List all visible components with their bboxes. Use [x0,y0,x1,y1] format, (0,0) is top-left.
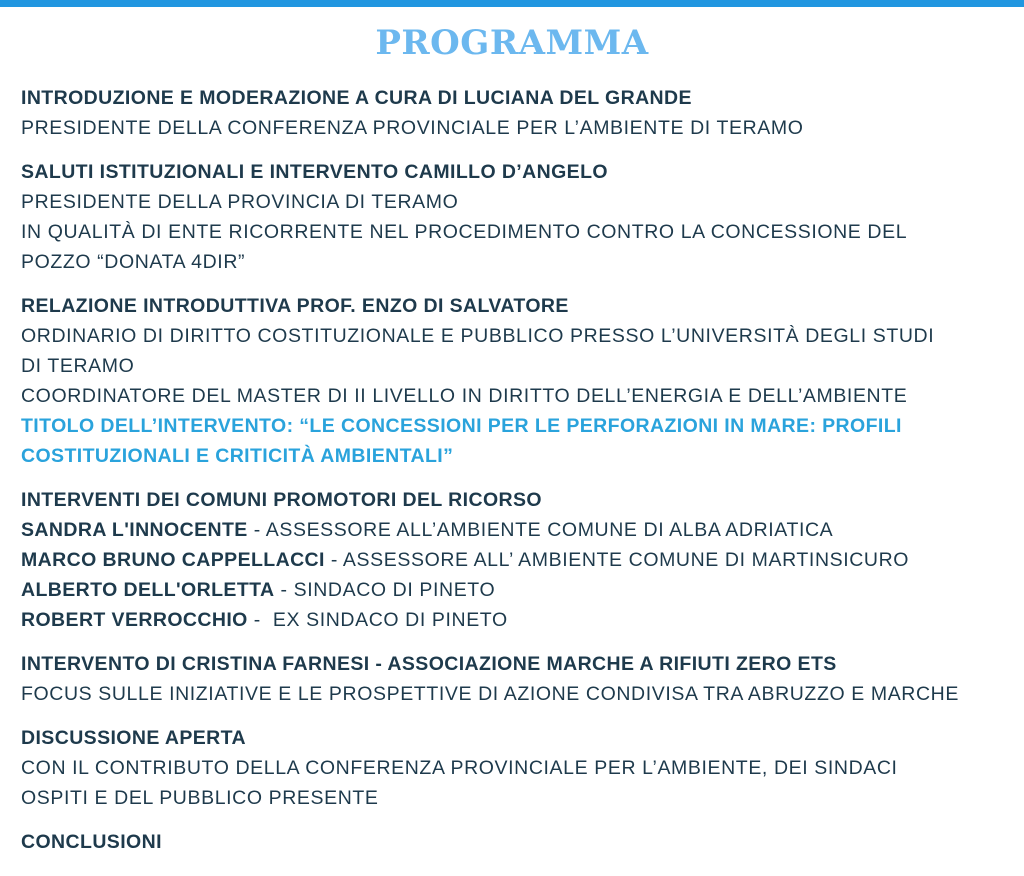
section-municipal-interventions [21,485,1011,635]
section-introduction [21,83,1011,143]
speaker-row [21,545,1011,575]
section-line: FOCUS SULLE INIZIATIVE E LE PROSPETTIVE DI AZIONE CONDIVISA TRA ABRUZZO E MARCHE [21,683,959,705]
section-line: OSPITI E DEL PUBBLICO PRESENTE [21,787,379,809]
section-line: PRESIDENTE DELLA CONFERENZA PROVINCIALE PER L’AMBIENTE DI TERAMO [21,117,804,139]
section-line: POZZO “DONATA 4DIR” [21,251,246,273]
section-introductory-report [21,291,1011,471]
section-farnesi-intervention [21,649,1011,709]
speaker-name: ROBERT VERROCCHIO [21,609,248,631]
talk-title-line: TITOLO DELL’INTERVENTO: “LE CONCESSIONI PER LE PERFORAZIONI IN MARE: PROFILI [21,415,902,437]
section-conclusions [21,827,1011,857]
program-content [21,83,1011,871]
page-title: PROGRAMMA [375,23,649,63]
section-institutional-greetings [21,157,1011,277]
section-heading: INTERVENTI DEI COMUNI PROMOTORI DEL RICORSO [21,489,542,511]
speaker-role: - EX SINDACO DI PINETO [247,609,508,631]
speaker-row [21,515,1011,545]
section-line: CON IL CONTRIBUTO DELLA CONFERENZA PROVINCIALE PER L’AMBIENTE, DEI SINDACI [21,757,898,779]
section-heading: INTERVENTO DI CRISTINA FARNESI - ASSOCIAZIONE MARCHE A RIFIUTI ZERO ETS [21,653,837,675]
speaker-role: - SINDACO DI PINETO [274,579,496,601]
section-line: ORDINARIO DI DIRITTO COSTITUZIONALE E PUBBLICO PRESSO L’UNIVERSITÀ DEGLI STUDI [21,325,935,347]
section-line: PRESIDENTE DELLA PROVINCIA DI TERAMO [21,191,459,213]
speaker-name: SANDRA L'INNOCENTE [21,519,248,541]
top-accent-bar [0,0,1024,7]
speaker-name: MARCO BRUNO CAPPELLACCI [21,549,325,571]
section-line: COORDINATORE DEL MASTER DI II LIVELLO IN DIRITTO DELL’ENERGIA E DELL’AMBIENTE [21,385,908,407]
section-heading: SALUTI ISTITUZIONALI E INTERVENTO CAMILLO D’ANGELO [21,161,608,183]
speaker-name: ALBERTO DELL'ORLETTA [21,579,275,601]
section-heading: RELAZIONE INTRODUTTIVA PROF. ENZO DI SALVATORE [21,295,569,317]
speaker-row [21,575,1011,605]
speaker-row [21,605,1011,635]
speaker-role: - ASSESSORE ALL’AMBIENTE COMUNE DI ALBA ADRIATICA [247,519,834,541]
section-heading: CONCLUSIONI [21,831,162,853]
section-line: IN QUALITÀ DI ENTE RICORRENTE NEL PROCEDIMENTO CONTRO LA CONCESSIONE DEL [21,221,908,243]
section-heading: INTRODUZIONE E MODERAZIONE A CURA DI LUCIANA DEL GRANDE [21,87,692,109]
section-open-discussion [21,723,1011,813]
section-line: DI TERAMO [21,355,135,377]
talk-title-line: COSTITUZIONALI E CRITICITÀ AMBIENTALI” [21,445,454,467]
speaker-role: - ASSESSORE ALL’ AMBIENTE COMUNE DI MARTINSICURO [324,549,910,571]
section-heading: DISCUSSIONE APERTA [21,727,246,749]
